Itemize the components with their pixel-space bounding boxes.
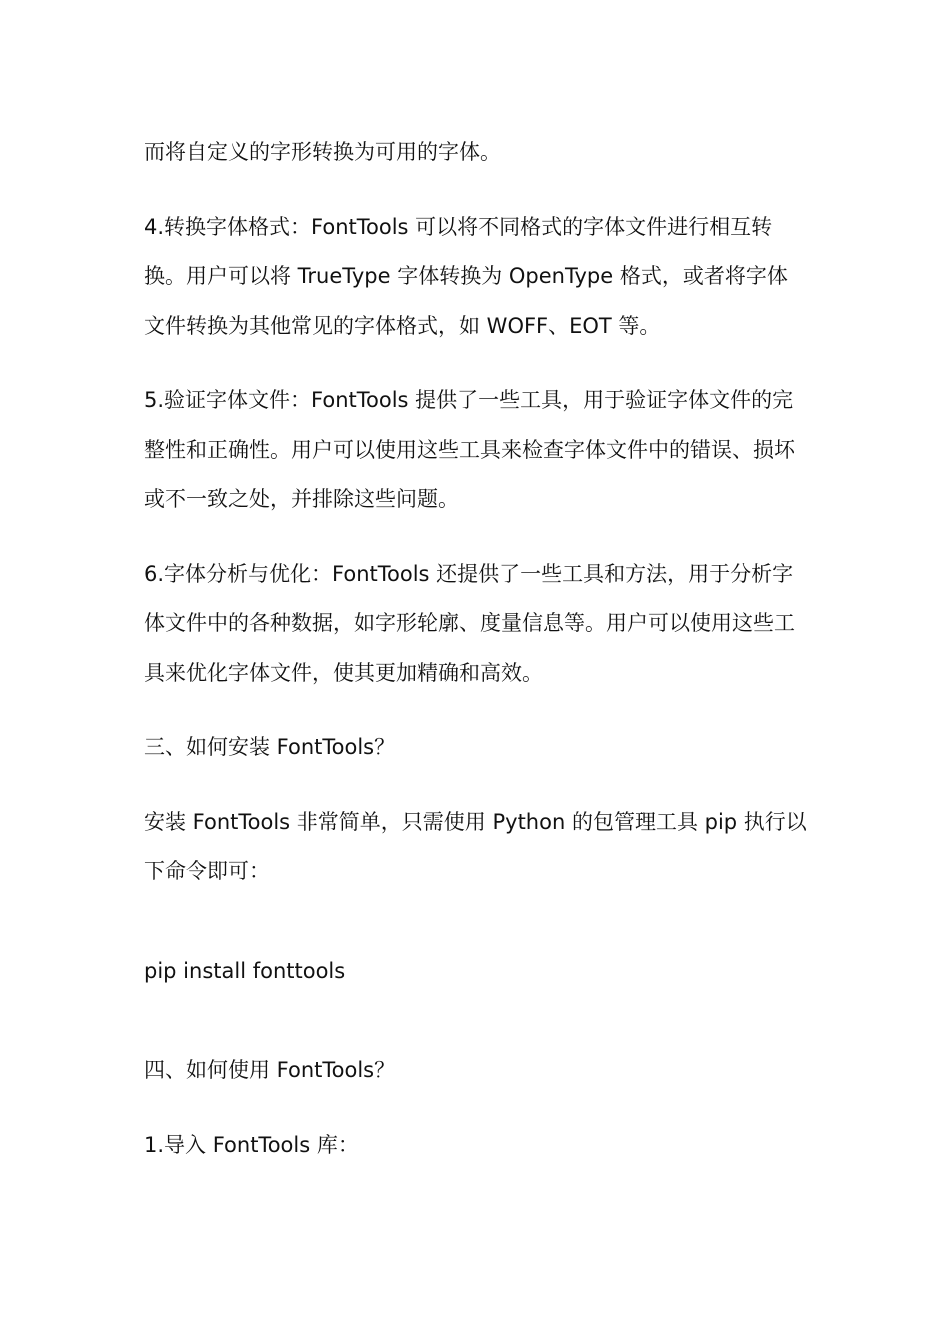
paragraph-convert-font-format: 4.转换字体格式：FontTools 可以将不同格式的字体文件进行相互转换。用户可以将 TrueType 字体转换为 OpenType 格式，或者将字体文件转换为其他常见的字体格式，如 WOFF、EOT 等。 bbox=[144, 214, 788, 338]
section-heading-usage: 四、如何使用 FontTools？ bbox=[144, 1058, 396, 1082]
document-body bbox=[144, 128, 808, 1170]
paragraph-validate-font-files: 5.验证字体文件：FontTools 提供了一些工具，用于验证字体文件的完整性和正确性。用户可以使用这些工具来检查字体文件中的错误、损坏或不一致之处，并排除这些问题。 bbox=[144, 388, 795, 511]
section-heading-install: 三、如何安装 FontTools？ bbox=[144, 735, 396, 759]
paragraph-import-library: 1.导入 FontTools 库： bbox=[144, 1132, 359, 1157]
paragraph-continuation: 而将自定义的字形转换为可用的字体。 bbox=[144, 140, 501, 164]
install-command: pip install fonttools bbox=[144, 958, 346, 983]
paragraph-font-analysis-optimization: 6.字体分析与优化：FontTools 还提供了一些工具和方法，用于分析字体文件中的各种数据，如字形轮廓、度量信息等。用户可以使用这些工具来优化字体文件，使其更加精确和高效。 bbox=[144, 561, 795, 685]
paragraph-install-instructions: 安装 FontTools 非常简单，只需使用 Python 的包管理工具 pip 执行以下命令即可： bbox=[144, 809, 807, 883]
